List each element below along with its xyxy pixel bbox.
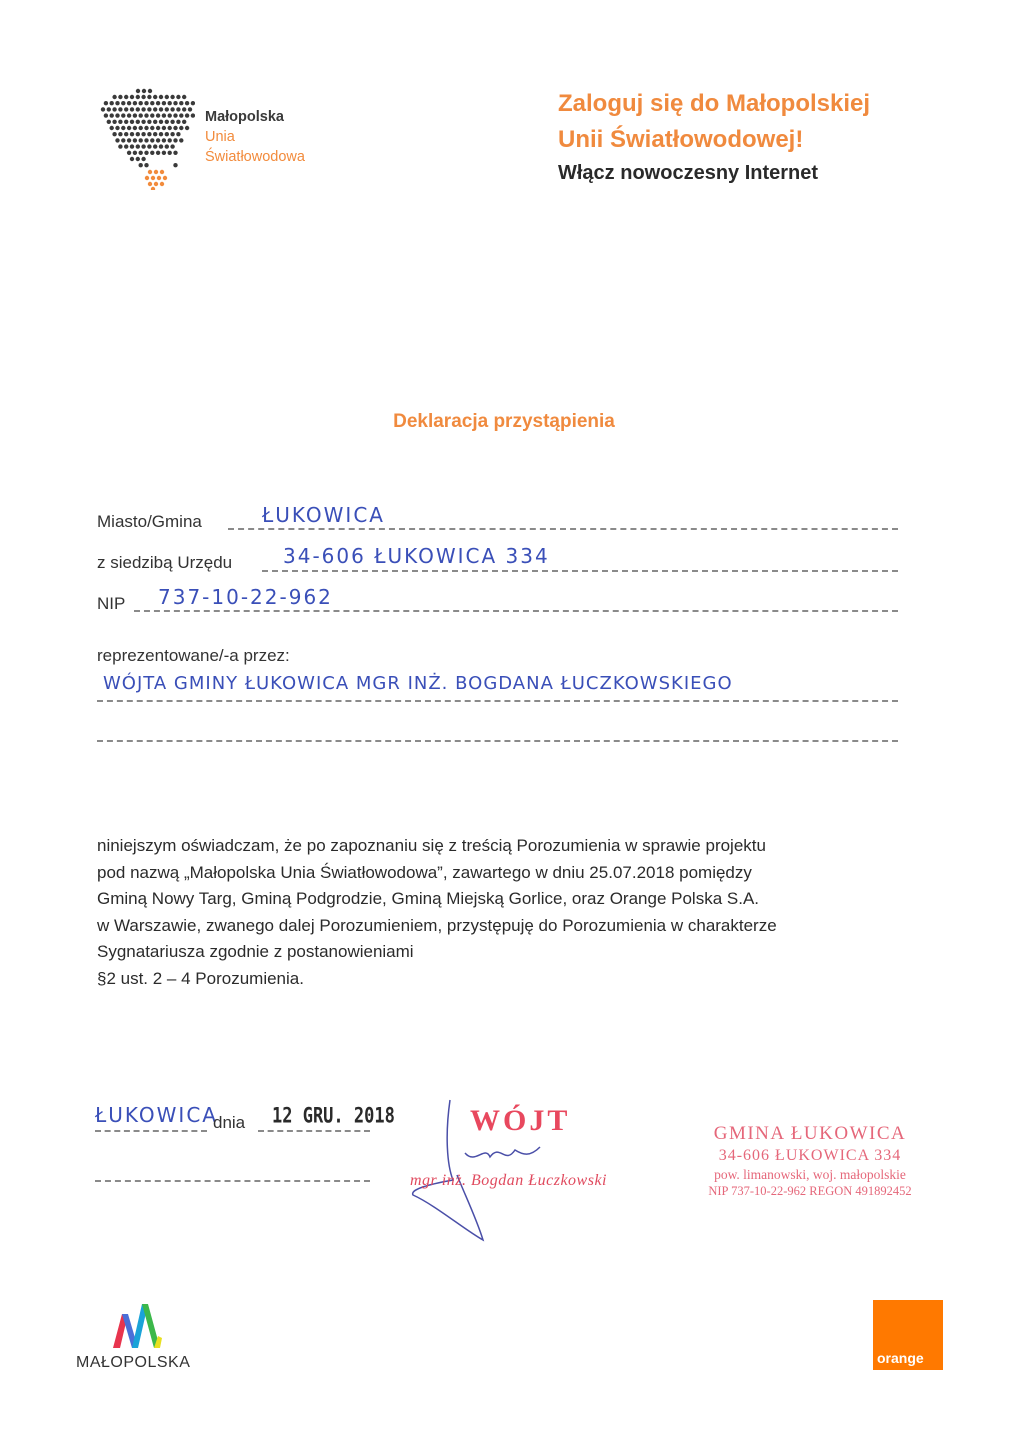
body-line: niniejszym oświadczam, że po zapoznaniu się z treścią Porozumienia w sprawie projektu [97, 836, 766, 855]
logo-line-2: Unia [205, 129, 235, 145]
represented-value: WÓJTA GMINY ŁUKOWICA MGR INŻ. BOGDANA ŁUCZKOWSKIEGO [103, 673, 733, 694]
document-title: Deklaracja przystąpienia [393, 411, 615, 432]
logo-line-1: Małopolska [205, 109, 284, 125]
city-value: ŁUKOWICA [262, 503, 385, 527]
headline [558, 86, 870, 158]
place-value: ŁUKOWICA [95, 1103, 218, 1127]
gmina-stamp-line-1: GMINA ŁUKOWICA [713, 1123, 907, 1144]
gmina-stamp-line-4: NIP 737-10-22-962 REGON 491892452 [708, 1184, 912, 1198]
place-line [95, 1130, 207, 1132]
nip-line [134, 610, 898, 612]
city-label: Miasto/Gmina [97, 512, 202, 531]
mus-logo-text [205, 107, 305, 167]
orange-logo-text: orange [877, 1350, 924, 1366]
office-line [262, 570, 898, 572]
headline-line-1: Zaloguj się do Małopolskiej [558, 90, 871, 117]
headline-line-2: Unii Światłowodowej! [558, 126, 804, 153]
body-line: Sygnatariusza zgodnie z postanowieniami [97, 942, 414, 961]
logo-line-3: Światłowodowa [205, 149, 305, 165]
wojt-stamp-title: WÓJT [470, 1104, 571, 1137]
date-value: 12 GRU. 2018 [272, 1103, 395, 1129]
declaration-body [97, 833, 917, 992]
nip-label: NIP [97, 594, 126, 613]
office-label: z siedzibą Urzędu [97, 553, 233, 572]
date-line [258, 1130, 370, 1132]
city-line [228, 528, 898, 530]
represented-label: reprezentowane/-a przez: [97, 646, 290, 665]
office-value: 34-606 ŁUKOWICA 334 [283, 544, 550, 568]
nip-value: 737-10-22-962 [158, 585, 333, 609]
malopolska-m-logo-icon [108, 1300, 168, 1350]
body-line: §2 ust. 2 – 4 Porozumienia. [97, 968, 304, 988]
represented-line-2 [97, 740, 898, 742]
represented-line-1 [97, 700, 898, 702]
body-line: pod nazwą „Małopolska Unia Światłowodowa”, zawartego w dniu 25.07.2018 pomiędzy [97, 862, 752, 882]
body-line: Gminą Nowy Targ, Gminą Podgrodzie, Gminą Miejską Gorlice, oraz Orange Polska S.A. [97, 889, 760, 908]
subheadline: Włącz nowoczesny Internet [558, 162, 819, 184]
gmina-stamp-line-3: pow. limanowski, woj. małopolskie [714, 1167, 906, 1182]
wojt-stamp-name: mgr inż. Bogdan Łuczkowski [410, 1172, 607, 1189]
malopolska-label: MAŁOPOLSKA [76, 1354, 191, 1371]
orange-logo [873, 1300, 943, 1370]
gmina-stamp-line-2: 34-606 ŁUKOWICA 334 [718, 1147, 902, 1164]
signature-line [95, 1180, 370, 1182]
body-line: w Warszawie, zwanego dalej Porozumieniem, przystępuję do Porozumienia w charakterze [97, 915, 777, 935]
gmina-stamp [690, 1122, 930, 1200]
malopolska-map-dots-logo [100, 88, 195, 190]
date-label: dnia [213, 1113, 246, 1132]
